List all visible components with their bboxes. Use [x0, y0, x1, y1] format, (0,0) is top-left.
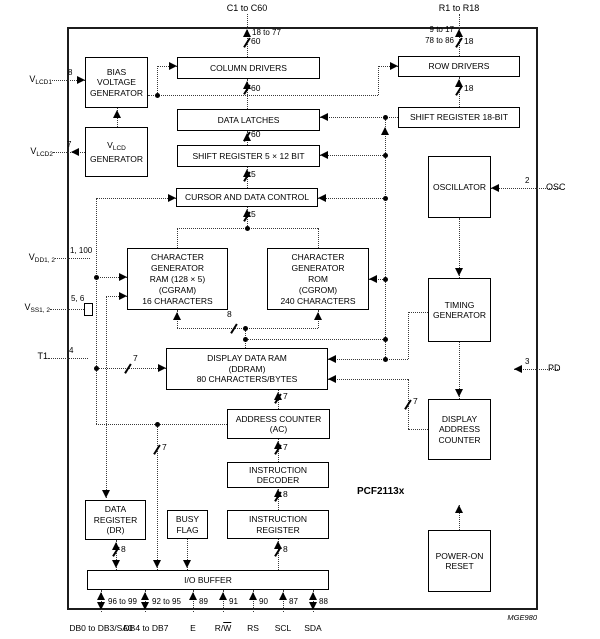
- bus-width-row-sr: 18: [464, 83, 474, 93]
- arrowhead-up-icon: [249, 592, 257, 600]
- bus-width-row-pads: 18: [464, 36, 474, 46]
- arrowhead-down-icon: [309, 602, 317, 610]
- wire: [408, 312, 409, 359]
- bus-width-ddram-ac: 7: [283, 391, 288, 401]
- pin-label-vss: $V_{SS1, 2}$: [24, 302, 50, 314]
- wire: [378, 66, 379, 95]
- pin-label-osc: OSC: [546, 182, 566, 192]
- bus-width-sr-cursor: 5: [251, 169, 256, 179]
- block-cgram: [127, 248, 228, 310]
- block-label: DISPLAY ADDRESS COUNTER: [438, 413, 481, 445]
- wire: [50, 309, 84, 310]
- arrowhead-down-icon: [183, 560, 191, 568]
- pin-number-db4-db7: 92 to 95: [152, 597, 181, 606]
- arrowhead-down-icon: [455, 389, 463, 397]
- bus-width-latch-sr: 60: [251, 129, 261, 139]
- block-data-register: [85, 500, 146, 540]
- arrowhead-right-icon: [119, 273, 127, 281]
- wire: [96, 198, 97, 424]
- arrowhead-up-icon: [309, 592, 317, 600]
- arrowhead-right-icon: [158, 364, 166, 372]
- block-label: INSTRUCTION REGISTER: [248, 514, 308, 535]
- arrowhead-left-icon: [318, 194, 326, 202]
- wire: [48, 358, 88, 359]
- arrowhead-down-icon: [102, 490, 110, 498]
- block-label: SHIFT REGISTER 18-BIT: [409, 112, 509, 123]
- block-label: INSTRUCTION DECODER: [248, 464, 308, 485]
- pin-number-vlcd1: 8: [68, 68, 73, 77]
- pin-number-sda: 88: [319, 597, 328, 606]
- block-ddram: [166, 348, 328, 390]
- block-row-drivers: [398, 56, 520, 77]
- pin-numbers-columns: 18 to 77: [252, 28, 281, 37]
- block-label: POWER-ON RESET: [435, 550, 484, 571]
- block-label: TIMING GENERATOR: [432, 299, 487, 320]
- block-label: SHIFT REGISTER 5 × 12 BIT: [192, 150, 305, 161]
- block-shift-register-5x12: [177, 145, 320, 167]
- wire: [320, 155, 385, 156]
- arrowhead-up-icon: [173, 312, 181, 320]
- arrowhead-down-icon: [97, 602, 105, 610]
- pad-label-r1-r18: R1 to R18: [438, 3, 480, 13]
- block-label: DATA LATCHES: [217, 114, 280, 125]
- arrowhead-right-icon: [390, 62, 398, 70]
- wire: [157, 66, 158, 95]
- bus-width-cg-data: 8: [227, 309, 232, 319]
- wire: [177, 328, 318, 329]
- pin-number-vdd: 1, 100: [70, 246, 93, 255]
- block-power-on-reset: [428, 530, 491, 592]
- block-bias-voltage-generator: [85, 57, 148, 108]
- pin-number-db0-db3: 96 to 99: [108, 597, 137, 606]
- arrowhead-up-icon: [455, 505, 463, 513]
- block-timing-generator: [428, 278, 491, 342]
- arrowhead-left-icon: [328, 375, 336, 383]
- pin-number-rw: 91: [229, 597, 238, 606]
- block-label: $V_{LCD}$ GENERATOR: [89, 139, 144, 164]
- arrowhead-right-icon: [168, 194, 176, 202]
- junction-dot: [243, 326, 248, 331]
- bus-width-col-latch: 60: [251, 83, 261, 93]
- pin-number-e: 89: [199, 597, 208, 606]
- arrowhead-right-icon: [169, 62, 177, 70]
- junction-dot: [94, 366, 99, 371]
- pin-number-pd: 3: [525, 357, 530, 366]
- wire: [408, 429, 428, 430]
- arrowhead-left-icon: [320, 151, 328, 159]
- pin-number-osc: 2: [525, 176, 530, 185]
- block-io-buffer: [87, 570, 329, 590]
- wire: [318, 228, 319, 248]
- block-instruction-register: [227, 510, 329, 539]
- pin-label-db4-db7: DB4 to DB7: [123, 623, 169, 633]
- arrowhead-up-icon: [279, 592, 287, 600]
- pin-label-db0-db3: DB0 to DB3/SA0: [69, 623, 133, 633]
- arrowhead-left-icon: [369, 275, 377, 283]
- arrowhead-right-icon: [119, 292, 127, 300]
- wire: [96, 198, 176, 199]
- arrowhead-up-icon: [141, 592, 149, 600]
- pin-label-rw: $R/\overline{W}$: [214, 623, 232, 633]
- junction-dot: [243, 337, 248, 342]
- wire: [55, 258, 90, 259]
- block-address-counter: [227, 409, 330, 439]
- junction-dot: [94, 275, 99, 280]
- wire: [96, 424, 227, 425]
- arrowhead-left-icon: [71, 148, 79, 156]
- pin-numbers-rows-1: 9 to 17: [429, 25, 454, 34]
- block-label: ROW DRIVERS: [428, 61, 490, 72]
- arrowhead-down-icon: [112, 560, 120, 568]
- arrowhead-down-icon: [141, 602, 149, 610]
- bus-width-col-pads: 60: [251, 36, 261, 46]
- block-display-address-counter: [428, 399, 491, 460]
- junction-dot: [245, 226, 250, 231]
- wire: [408, 312, 428, 313]
- wire: [177, 228, 178, 248]
- arrowhead-up-icon: [189, 592, 197, 600]
- wire: [106, 296, 107, 498]
- bus-width-dr-io: 8: [121, 544, 126, 554]
- junction-dot: [383, 277, 388, 282]
- block-column-drivers: [177, 57, 320, 79]
- arrowhead-up-icon: [243, 29, 251, 37]
- block-label: DATA REGISTER (DR): [93, 504, 138, 536]
- wire: [53, 152, 85, 153]
- block-label: CHARACTER GENERATOR RAM (128 × 5) (CGRAM) 16 CHARACTERS: [142, 251, 213, 306]
- block-label: BUSY FLAG: [175, 514, 200, 535]
- arrowhead-left-icon: [320, 113, 328, 121]
- pin-label-scl: SCL: [274, 623, 292, 633]
- junction-dot: [383, 196, 388, 201]
- arrowhead-up-icon: [97, 592, 105, 600]
- wire: [245, 339, 385, 340]
- junction-dot: [155, 93, 160, 98]
- arrowhead-left-icon: [514, 365, 522, 373]
- bus-width-cursor-cg: 5: [251, 209, 256, 219]
- pin-label-vdd: $V_{DD1, 2}$: [28, 252, 55, 264]
- block-label: DISPLAY DATA RAM (DDRAM) 80 CHARACTERS/BYTES: [196, 353, 298, 385]
- junction-dot: [383, 357, 388, 362]
- chip-name: PCF2113x: [357, 486, 405, 497]
- block-vlcd-generator: [85, 127, 148, 177]
- wire: [328, 379, 408, 380]
- junction-dot: [383, 153, 388, 158]
- pin-label-rs: RS: [247, 623, 259, 633]
- block-label: COLUMN DRIVERS: [210, 62, 287, 73]
- arrowhead-up-icon: [314, 312, 322, 320]
- pin-numbers-rows-2: 78 to 86: [425, 36, 454, 45]
- vss-pad-symbol: [84, 303, 93, 316]
- pin-label-t1: T1: [37, 351, 48, 361]
- block-busy-flag: [167, 510, 208, 539]
- wire: [318, 198, 385, 199]
- pin-number-rs: 90: [259, 597, 268, 606]
- pin-number-vlcd2: 7: [67, 140, 72, 149]
- bus-width-ir-io: 8: [283, 544, 288, 554]
- block-label: OSCILLATOR: [432, 181, 487, 192]
- block-cgrom: [267, 248, 369, 310]
- pin-number-t1: 4: [69, 346, 74, 355]
- arrowhead-right-icon: [77, 76, 85, 84]
- block-label: ADDRESS COUNTER (AC): [235, 413, 322, 434]
- wire: [328, 359, 408, 360]
- arrowhead-up-icon: [113, 110, 121, 118]
- pin-label-e: E: [190, 623, 196, 633]
- block-label: BIAS VOLTAGE GENERATOR: [89, 66, 144, 98]
- arrowhead-up-icon: [219, 592, 227, 600]
- block-cursor-and-data-control: [176, 188, 318, 207]
- bus-width-ac-decoder: 7: [283, 442, 288, 452]
- arrowhead-up-icon: [381, 127, 389, 135]
- pin-number-vss: 5, 6: [71, 294, 85, 303]
- bus-width-ddram-addr: 7: [133, 353, 138, 363]
- block-shift-register-18bit: [398, 107, 520, 128]
- block-data-latches: [177, 109, 320, 131]
- block-label: I/O BUFFER: [184, 574, 232, 585]
- arrowhead-left-icon: [491, 184, 499, 192]
- bus-width-display-addr: 7: [413, 396, 418, 406]
- pin-number-scl: 87: [289, 597, 298, 606]
- pin-label-pd: PD: [548, 363, 561, 373]
- pin-label-vlcd1: $V_{LCD1}$: [29, 74, 52, 86]
- pad-label-c1-c60: C1 to C60: [226, 3, 268, 13]
- pin-label-sda: SDA: [304, 623, 322, 633]
- block-oscillator: [428, 156, 491, 218]
- junction-dot: [383, 115, 388, 120]
- arrowhead-up-icon: [455, 29, 463, 37]
- block-instruction-decoder: [227, 462, 329, 488]
- bus-width-addr-io: 7: [162, 442, 167, 452]
- junction-dot: [155, 422, 160, 427]
- arrowhead-down-icon: [455, 268, 463, 276]
- figure-id: MGE980: [507, 613, 537, 622]
- arrowhead-left-icon: [328, 355, 336, 363]
- pin-label-vlcd2: $V_{LCD2}$: [30, 146, 53, 158]
- bus-width-decoder-ir: 8: [283, 489, 288, 499]
- block-label: CURSOR AND DATA CONTROL: [185, 192, 309, 203]
- block-label: CHARACTER GENERATOR ROM (CGROM) 240 CHARACTERS: [280, 251, 356, 306]
- wire: [148, 95, 378, 96]
- arrowhead-down-icon: [153, 560, 161, 568]
- junction-dot: [383, 337, 388, 342]
